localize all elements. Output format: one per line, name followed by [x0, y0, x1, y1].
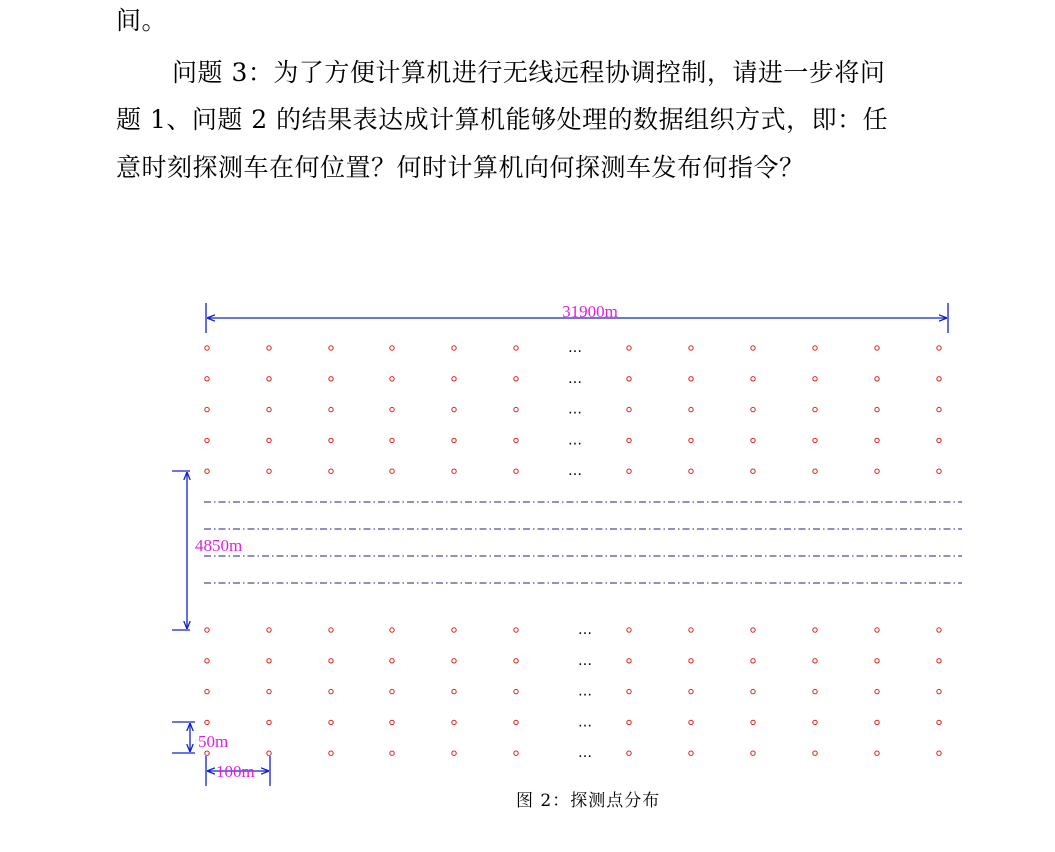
lower-block-point [514, 720, 518, 724]
lower-block-point [937, 751, 941, 755]
upper-block-point [813, 407, 817, 411]
lower-block-point [452, 628, 456, 632]
upper-block-point [452, 438, 456, 442]
upper-block-ellipsis: … [568, 463, 582, 480]
lower-block-point [875, 628, 879, 632]
lower-block-point [205, 720, 209, 724]
upper-block-point [329, 469, 333, 473]
upper-block-point [751, 377, 755, 381]
upper-block-point [452, 377, 456, 381]
upper-block-point [390, 377, 394, 381]
lower-block-point [689, 689, 693, 693]
lower-block-point [329, 628, 333, 632]
upper-block-point [452, 346, 456, 350]
upper-block-point [205, 346, 209, 350]
paragraph-line-3: 题 1、问题 2 的结果表达成计算机能够处理的数据组织方式，即：任 [116, 105, 889, 134]
lower-block-point [452, 751, 456, 755]
upper-block-point [813, 346, 817, 350]
lower-block-point [267, 659, 271, 663]
upper-block-point [937, 407, 941, 411]
lower-block-point [937, 689, 941, 693]
upper-block-point [937, 438, 941, 442]
lower-block-point [452, 720, 456, 724]
column-spacing-dimension [206, 756, 270, 786]
upper-block-point [937, 377, 941, 381]
upper-point-block [205, 340, 941, 479]
lower-block-point [751, 751, 755, 755]
upper-block-ellipsis: … [568, 340, 582, 356]
lower-block-point [937, 720, 941, 724]
lower-block-point [751, 689, 755, 693]
lower-block-point [875, 751, 879, 755]
lower-block-point [390, 659, 394, 663]
upper-block-point [390, 469, 394, 473]
upper-block-point [627, 346, 631, 350]
lower-block-point [937, 659, 941, 663]
lower-block-point [689, 751, 693, 755]
upper-block-ellipsis: … [568, 401, 582, 418]
lower-block-point [205, 751, 209, 755]
upper-block-ellipsis: … [568, 432, 582, 449]
upper-block-point [875, 438, 879, 442]
lower-block-ellipsis: … [578, 714, 592, 731]
upper-block-point [390, 346, 394, 350]
paragraph-line-1: 间。 [116, 6, 168, 35]
lower-block-point [514, 689, 518, 693]
upper-block-point [751, 407, 755, 411]
upper-block-point [390, 407, 394, 411]
upper-block-point [205, 469, 209, 473]
lower-block-point [390, 628, 394, 632]
width-dimension-label: 31900m [562, 302, 618, 321]
lower-block-point [205, 628, 209, 632]
width-dimension [206, 302, 948, 333]
upper-block-point [267, 346, 271, 350]
lower-block-point [751, 659, 755, 663]
lower-block-point [751, 720, 755, 724]
lower-block-point [329, 689, 333, 693]
lower-block-point [205, 659, 209, 663]
upper-block-point [329, 407, 333, 411]
upper-block-point [689, 377, 693, 381]
dash-dot-lines [204, 502, 962, 583]
upper-block-point [390, 438, 394, 442]
lower-block-point [329, 659, 333, 663]
lower-block-point [329, 751, 333, 755]
lower-block-point [689, 659, 693, 663]
upper-block-point [627, 407, 631, 411]
lower-block-point [875, 689, 879, 693]
lower-block-point [267, 751, 271, 755]
lower-block-point [452, 689, 456, 693]
gap-dimension [172, 471, 242, 630]
upper-block-point [875, 469, 879, 473]
row-spacing-dimension [172, 722, 228, 753]
upper-block-point [627, 469, 631, 473]
lower-block-point [689, 628, 693, 632]
upper-block-point [751, 469, 755, 473]
upper-block-point [751, 346, 755, 350]
upper-block-point [514, 469, 518, 473]
paragraph-line-4: 意时刻探测车在何位置？何时计算机向何探测车发布何指令？ [116, 153, 805, 182]
lower-block-point [689, 720, 693, 724]
upper-block-point [875, 346, 879, 350]
upper-block-ellipsis: … [568, 370, 582, 387]
upper-block-point [689, 438, 693, 442]
upper-block-point [267, 377, 271, 381]
lower-block-point [875, 659, 879, 663]
upper-block-point [689, 407, 693, 411]
row-spacing-label: 50m [198, 732, 229, 751]
upper-block-point [329, 438, 333, 442]
upper-block-point [329, 346, 333, 350]
lower-block-ellipsis: … [578, 683, 592, 700]
upper-block-point [514, 346, 518, 350]
gap-dimension-label: 4850m [195, 536, 243, 555]
lower-block-point [329, 720, 333, 724]
upper-block-point [452, 407, 456, 411]
upper-block-point [452, 469, 456, 473]
upper-block-point [267, 407, 271, 411]
lower-block-point [514, 628, 518, 632]
lower-block-point [627, 751, 631, 755]
upper-block-point [205, 407, 209, 411]
lower-block-point [267, 720, 271, 724]
upper-block-point [937, 346, 941, 350]
lower-block-point [813, 720, 817, 724]
upper-block-point [514, 407, 518, 411]
upper-block-point [267, 469, 271, 473]
upper-block-point [875, 407, 879, 411]
lower-block-point [205, 689, 209, 693]
upper-block-point [875, 377, 879, 381]
lower-block-ellipsis: … [578, 652, 592, 669]
lower-block-point [627, 720, 631, 724]
upper-block-point [689, 346, 693, 350]
upper-block-point [205, 438, 209, 442]
lower-block-point [813, 689, 817, 693]
upper-block-point [205, 377, 209, 381]
lower-block-point [514, 751, 518, 755]
upper-block-point [813, 377, 817, 381]
lower-block-point [267, 628, 271, 632]
upper-block-point [813, 438, 817, 442]
lower-block-point [390, 689, 394, 693]
lower-block-point [813, 628, 817, 632]
lower-block-point [627, 628, 631, 632]
lower-block-point [452, 659, 456, 663]
lower-block-ellipsis: … [578, 745, 592, 762]
lower-block-ellipsis: … [578, 622, 592, 638]
upper-block-point [937, 469, 941, 473]
column-spacing-label: 100m [216, 762, 255, 781]
upper-block-point [329, 377, 333, 381]
upper-block-point [751, 438, 755, 442]
lower-block-point [875, 720, 879, 724]
upper-block-point [514, 377, 518, 381]
lower-block-point [813, 659, 817, 663]
figure-caption: 图 2：探测点分布 [516, 791, 661, 811]
lower-block-point [937, 628, 941, 632]
lower-block-point [627, 689, 631, 693]
lower-block-point [627, 659, 631, 663]
lower-block-point [267, 689, 271, 693]
lower-block-point [514, 659, 518, 663]
upper-block-point [689, 469, 693, 473]
upper-block-point [627, 438, 631, 442]
lower-block-point [390, 720, 394, 724]
lower-block-point [390, 751, 394, 755]
lower-block-point [751, 628, 755, 632]
upper-block-point [627, 377, 631, 381]
lower-block-point [813, 751, 817, 755]
lower-point-block [205, 622, 941, 761]
paragraph-line-2: 问题 3：为了方便计算机进行无线远程协调控制，请进一步将问 [172, 58, 886, 87]
upper-block-point [267, 438, 271, 442]
upper-block-point [514, 438, 518, 442]
upper-block-point [813, 469, 817, 473]
